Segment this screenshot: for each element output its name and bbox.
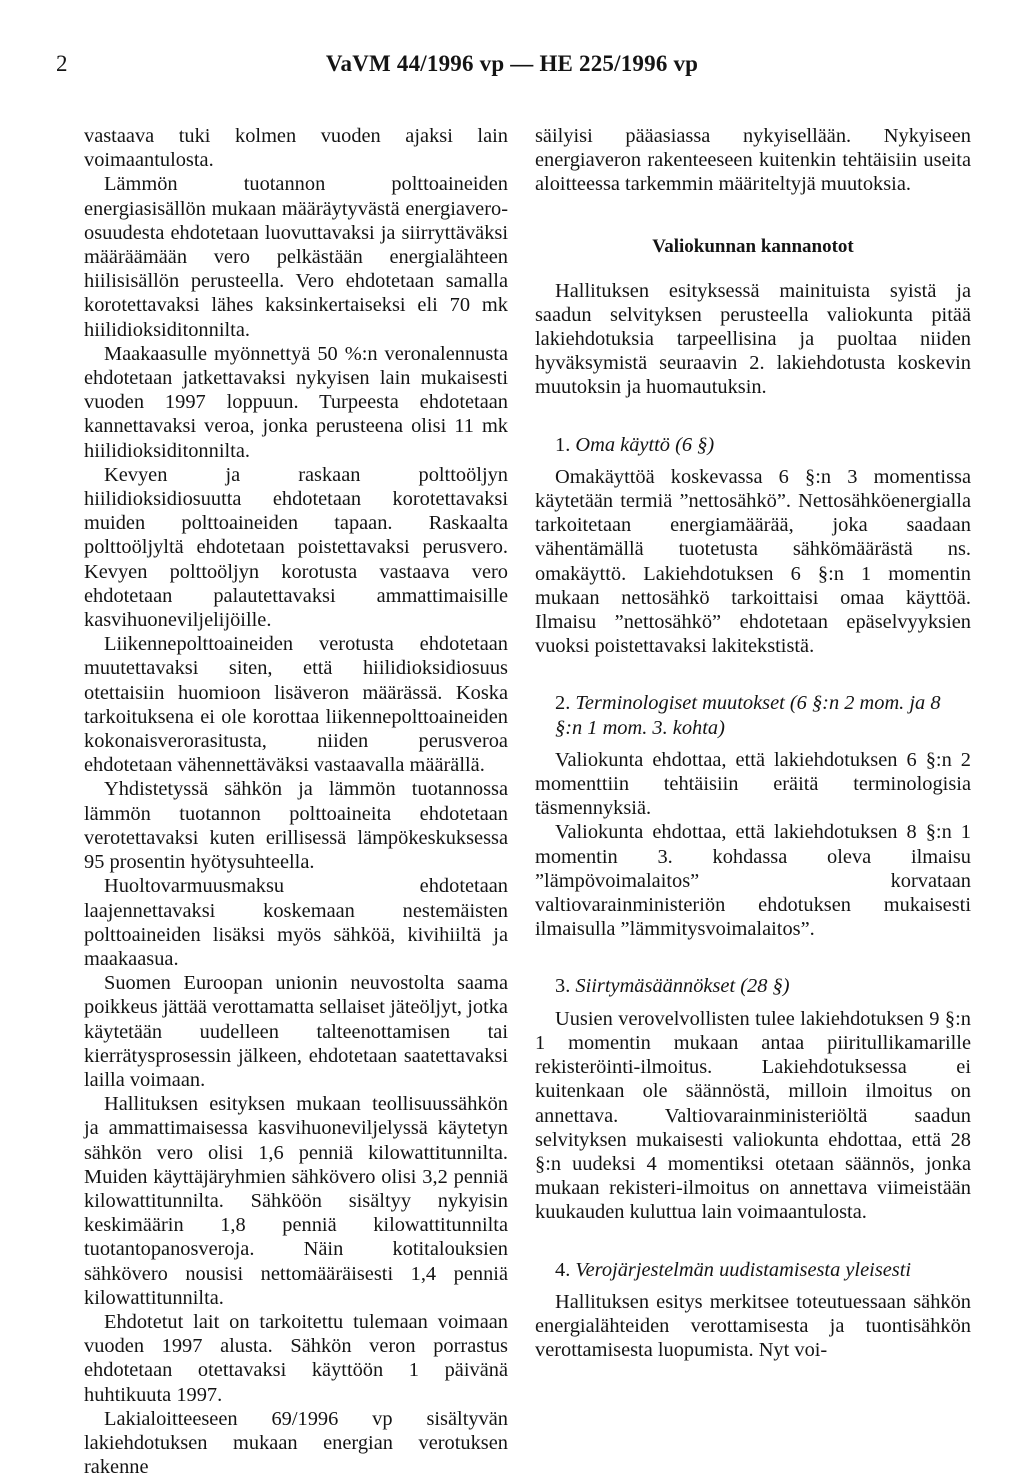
paragraph: Lämmön tuotannon polttoaineiden energiasisällön mukaan määräytyvästä energiavero-osuudesta ehdotetaan luovuttavaksi ja siirryttäväksi määräämään vero pelkästään energialähteen hiilisisällön perusteella. Vero ehdotetaan samalla korotettavaksi lähes kaksinkertaiseksi eli 70 mk hiilidioksiditonnilta. (84, 173, 508, 341)
subsection-heading (555, 974, 971, 998)
subsection-number: 4. (555, 1258, 571, 1281)
subsection-number: 2. (555, 692, 571, 715)
subsection-title: Siirtymäsäännökset (28 §) (575, 975, 790, 998)
paragraph: Maakaasulle myönnettyä 50 %:n veronalennusta ehdotetaan jatkettavaksi nykyisen lain mukaisesti vuoden 1997 loppuun. Turpeesta ehdotetaan kannettavaksi veroa, jonka perusteena olisi 11 mk hiilidioksiditonnilta. (84, 342, 508, 462)
paragraph: Kevyen ja raskaan polttoöljyn hiilidioksidiosuutta ehdotetaan korotettavaksi muiden polttoaineiden tapaan. Raskaalta polttoöljyltä ehdotetaan poistettavaksi perusvero. Kevyen polttoöljyn korotusta vastaava vero ehdotetaan palautettavaksi ammattimaisille kasvihuoneviljelijöille. (84, 463, 508, 632)
subsection-title: Terminologiset muutokset (6 §:n 2 mom. ja 8 §:n 1 mom. 3. kohta) (555, 692, 941, 739)
paragraph: Yhdistetyssä sähkön ja lämmön tuotannossa lämmön tuotannon polttoaineita ehdotetaan verotettavaksi kuten erillisessä lämpökeskuksessa 95 prosentin hyötysuhteella. (84, 778, 508, 874)
subsection-title: Verojärjestelmän uudistamisesta yleisesti (575, 1258, 912, 1281)
paragraph: Huoltovarmuusmaksu ehdotetaan laajennettavaksi koskemaan nestemäisten polttoaineiden lisäksi myös sähköä, kivihiiltä ja maakaasua. (84, 875, 508, 970)
page-number: 2 (56, 51, 68, 76)
subsection-heading (555, 1258, 971, 1282)
paragraph: Valiokunta ehdottaa, että lakiehdotuksen 6 §:n 2 momenttiin tehtäisiin eräitä terminologisia täsmennyksiä. (535, 748, 971, 820)
paragraph: Lakialoitteeseen 69/1996 vp sisältyvän lakiehdotuksen mukaan energian verotuksen rakenne (84, 1407, 508, 1479)
paragraph: Valiokunta ehdottaa, että lakiehdotuksen 8 §:n 1 momentin 3. kohdassa oleva ilmaisu ”lämpövoimalaitos” korvataan valtiovarainministeriön ehdotuksen mukaisesti ilmaisulla ”lämmitysvoimalaitos”. (535, 821, 971, 941)
paragraph: säilyisi pääasiassa nykyisellään. Nykyiseen energiaveron rakenteeseen kuitenkin tehtäisiin useita aloitteessa tarkemmin määriteltyjä muutoksia. (535, 125, 971, 196)
paragraph: Uusien verovelvollisten tulee lakiehdotuksen 9 §:n 1 momentin mukaan antaa piiritullikamarille rekisteröinti-ilmoitus. Lakiehdotuksessa ei kuitenkaan ole säännöstä, milloin ilmoitus on annettava. Valtiovarainministeriöltä saadun selvityksen mukaisesti valiokunta ehdottaa, että 28 §:n uudeksi 4 momentiksi otetaan säännös, jonka mukaan rekisteri-ilmoitus on annettava viimeistään kuukauden kuluttua lain voimaantulosta. (535, 1007, 971, 1224)
paragraph: Suomen Euroopan unionin neuvostolta saama poikkeus jättää verottamatta sellaiset jäteöljyt, jotka käytetään uudelleen talteenottamisen tai kierrätysprosessin jälkeen, ehdotetaan saatettavaksi lailla voimaan. (84, 972, 508, 1091)
subsection-heading (555, 691, 971, 739)
right-column (535, 124, 971, 1362)
subsection-number: 1. (555, 433, 571, 456)
paragraph: vastaava tuki kolmen vuoden ajaksi lain voimaantulosta. (84, 125, 508, 172)
subsection-heading (555, 433, 971, 457)
paragraph: Hallituksen esityksen mukaan teollisuussähkön ja ammattimaisessa kasvihuoneviljelyssä käytetyn sähkön vero olisi 1,6 penniä kilowattitunnilta. Muiden käyttäjäryhmien sähkövero olisi 3,2 penniä kilowattitunnilta. Sähköön sisältyy nykyisin keskimäärin 1,8 penniä kilowattitunnilta tuotantopanosveroja. Näin kotitalouksien sähkövero nousisi nettomääräisesti 1,4 penniä kilowattitunnilta. (84, 1093, 508, 1309)
section-heading: Valiokunnan kannanotot (652, 235, 854, 257)
paragraph: Omakäyttöä koskevassa 6 §:n 3 momentissa käytetään termiä ”nettosähkö”. Nettosähköenergialla tarkoitetaan energiamäärää, joka saadaan vähentämällä tuotetusta sähkömäärästä ns. omakäyttö. Lakiehdotuksen 6 §:n 1 momentin mukaan nettosähkö tarkoittaisi omaa käyttöä. Ilmaisu ”nettosähkö” ehdotetaan epäselvyyksien vuoksi poistettavaksi lakitekstistä. (535, 465, 971, 658)
running-title: VaVM 44/1996 vp — HE 225/1996 vp (325, 51, 699, 76)
page-header (56, 44, 968, 84)
paragraph: Ehdotetut lait on tarkoitettu tulemaan voimaan vuoden 1997 alusta. Sähkön veron porrastus ehdotetaan otettavaksi käyttöön 1 päivänä huhtikuuta 1997. (84, 1310, 508, 1406)
left-column (84, 124, 508, 1479)
paragraph: Hallituksen esitys merkitsee toteutuessaan sähkön energialähteiden verottamisesta ja tuontisähkön verottamisesta luopumista. Nyt voi- (535, 1290, 971, 1362)
paragraph: Liikennepolttoaineiden verotusta ehdotetaan muutettavaksi siten, että hiilidioksidiosuus otettaisiin huomioon lisäveron määrässä. Koska tarkoituksena ei ole korottaa liikennepolttoaineiden kokonaisverorasitusta, niiden perusveroa ehdotetaan vähennettäväksi vastaavalla määrällä. (84, 633, 508, 777)
paragraph: Hallituksen esityksessä mainituista syistä ja saadun selvityksen perusteella valiokunta pitää lakiehdotuksia tarpeellisina ja puoltaa niiden hyväksymistä seuraavin 2. lakiehdotusta koskevin muutoksin ja huomautuksin. (535, 279, 971, 399)
subsection-title: Oma käyttö (6 §) (575, 433, 715, 456)
subsection-number: 3. (555, 975, 571, 998)
